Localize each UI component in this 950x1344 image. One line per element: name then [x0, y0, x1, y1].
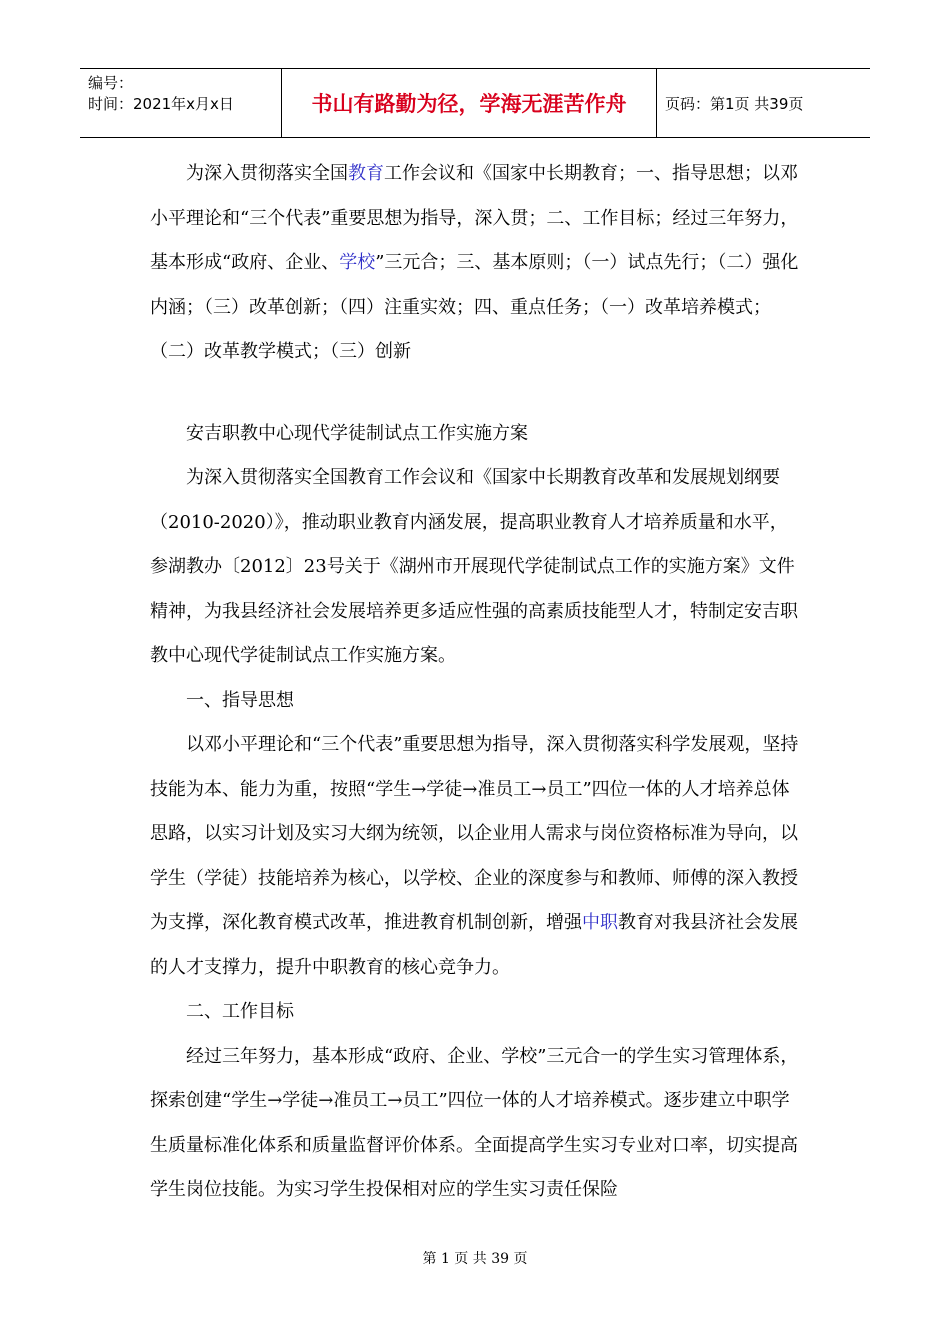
intro-text-2: 工作会议和《国家中长期教育；一、指导思想；以邓小平理论和“三个代表”重要思想为指导，深入贯；二、工作目标；经过三年努力，基本形成“政府、企业、 — [150, 163, 799, 273]
heading-work-goals: 二、工作目标 — [186, 1001, 294, 1022]
intro-paragraph — [150, 152, 802, 375]
paragraph-2-text-1: 以邓小平理论和“三个代表”重要思想为指导，深入贯彻落实科学发展观，坚持技能为本、能力为重，按照“学生→学徒→准员工→员工”四位一体的人才培养总体思路，以实习计划及实习大纲为统领，以企业用人需求与岗位资格标准为导向，以学生（学徒）技能培养为核心，以学校、企业的深度参与和教师、师傅的深入教授为支撑，深化教育模式改革，推进教育机制创新，增强 — [150, 734, 799, 933]
intro-text-1: 为深入贯彻落实全国 — [186, 163, 348, 184]
page-footer: 第 1 页 共 39 页 — [422, 1251, 528, 1267]
link-education[interactable]: 教育 — [348, 163, 384, 184]
number-label: 编号： — [88, 74, 134, 92]
paragraph-2 — [150, 723, 802, 990]
intro-summary — [150, 152, 802, 375]
header-slogan: 书山有路勤为径，学海无涯苦作舟 — [282, 69, 657, 137]
paragraph-1: 为深入贯彻落实全国教育工作会议和《国家中长期教育改革和发展规划纲要（2010-2020）》，推动职业教育内涵发展，提高职业教育人才培养质量和水平，参湖教办〔2012〕23号关于《湖州市开展现代学徒制试点工作的实施方案》文件精神，为我县经济社会发展培养更多适应性强的高素质技能型人才，特制定安吉职教中心现代学徒制试点工作实施方案。 — [150, 467, 798, 666]
link-vocational[interactable]: 中职 — [582, 912, 618, 933]
paragraph-2-text-2: 教育对我县济社会发展的人才支撑力，提升中职教育的核心竞争力。 — [150, 912, 798, 978]
document-title: 安吉职教中心现代学徒制试点工作实施方案 — [186, 422, 528, 444]
main-content — [150, 412, 802, 1213]
document-body — [150, 152, 802, 1213]
heading-guiding-thought: 一、指导思想 — [186, 689, 294, 711]
document-header — [80, 68, 870, 138]
intro-text-3: ”三元合；三、基本原则；（一）试点先行；（二）强化内涵；（三）改革创新；（四）注重实效；四、重点任务；（一）改革培养模式；（二）改革教学模式；（三）创新 — [150, 252, 799, 362]
time-label: 时间：2021年x月x日 — [88, 95, 234, 113]
header-page-info: 页码：第1页 共39页 — [665, 94, 804, 113]
header-meta — [80, 69, 282, 137]
paragraph-3: 经过三年努力，基本形成“政府、企业、学校”三元合一的学生实习管理体系，探索创建“学生→学徒→准员工→员工”四位一体的人才培养模式。逐步建立中职学生质量标准化体系和质量监督评价体系。全面提高学生实习专业对口率，切实提高学生岗位技能。为实习学生投保相对应的学生实习责任保险 — [150, 1045, 799, 1200]
link-school[interactable]: 学校 — [339, 252, 376, 273]
